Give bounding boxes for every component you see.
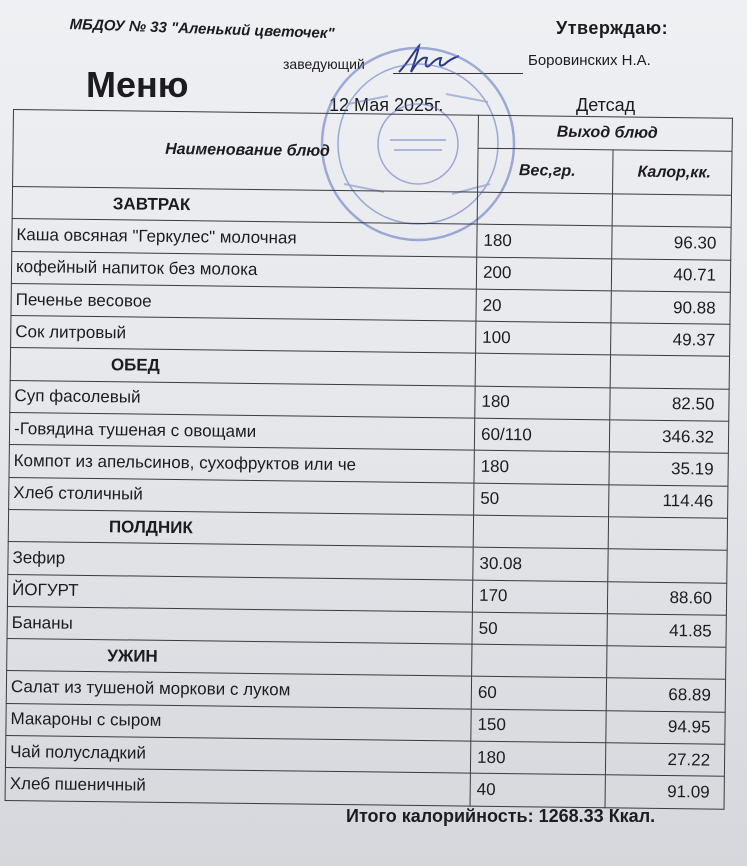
dish-calories: 27.22 (605, 743, 724, 777)
approval-label: Утверждаю: (556, 18, 669, 38)
dish-calories (608, 549, 727, 583)
dish-name: Хлеб пшеничный (5, 768, 470, 806)
dish-calories: 41.85 (607, 614, 726, 648)
dish-weight: 100 (476, 321, 611, 355)
dish-name: Хлеб столичный (9, 477, 474, 515)
dish-calories: 94.95 (606, 711, 725, 745)
empty-cell (472, 644, 607, 678)
empty-cell (607, 646, 726, 680)
dish-calories: 35.19 (609, 452, 728, 486)
empty-cell (612, 194, 731, 228)
menu-table (5, 109, 733, 809)
dish-calories: 68.89 (606, 678, 725, 712)
dish-calories: 114.46 (609, 484, 728, 518)
dish-weight: 60 (471, 677, 606, 711)
menu-date: 12 Мая 2025г. (329, 95, 444, 115)
col-weight: Вес,гр. (478, 148, 614, 194)
dish-weight: 20 (476, 289, 611, 323)
dish-weight: 180 (477, 224, 612, 258)
position-label: заведующий (283, 56, 365, 72)
section-title: ОБЕД (10, 348, 475, 386)
dish-calories: 346.32 (609, 420, 728, 454)
dish-weight: 170 (472, 580, 607, 614)
dish-name: Сок литровый (11, 316, 476, 354)
dish-calories: 90.88 (611, 291, 730, 325)
organization-name: МБДОУ № 33 "Аленький цветочек" (69, 16, 335, 43)
dish-calories: 49.37 (611, 323, 730, 357)
dish-weight: 180 (475, 386, 610, 420)
dish-name: Салат из тушеной моркови с луком (6, 671, 471, 709)
dish-calories: 40.71 (611, 258, 730, 292)
institution-type: Детсад (576, 95, 636, 115)
col-output: Выход блюд (478, 115, 732, 151)
section-title: ПОЛДНИК (8, 509, 473, 547)
section-title: УЖИН (7, 639, 472, 677)
dish-weight: 40 (470, 773, 605, 807)
empty-cell (610, 355, 729, 389)
dish-name: Печенье весовое (11, 283, 476, 321)
dish-name: -Говядина тушеная с овощами (9, 413, 474, 451)
section-title: ЗАВТРАК (12, 187, 477, 225)
dish-calories: 88.60 (607, 581, 726, 615)
signature (393, 42, 463, 76)
dish-weight: 50 (474, 483, 609, 517)
dish-name: кофейный напиток без молока (11, 251, 476, 289)
dish-name: Компот из апельсинов, сухофруктов или че (9, 445, 474, 483)
empty-cell (608, 517, 727, 551)
col-dish-name: Наименование блюд (13, 110, 479, 193)
dish-name: Макароны с сыром (6, 703, 471, 741)
dish-name: ЙОГУРТ (7, 574, 472, 612)
empty-cell (477, 192, 612, 226)
dish-name: Бананы (7, 606, 472, 644)
dish-weight: 180 (474, 451, 609, 485)
dish-name: Чай полусладкий (5, 736, 470, 774)
dish-calories: 91.09 (605, 775, 724, 809)
dish-name: Зефир (8, 542, 473, 580)
head-name: Боровинских Н.А. (528, 52, 651, 69)
page-title: Меню (86, 64, 189, 105)
col-calories: Калор,кк. (613, 150, 733, 195)
dish-calories: 96.30 (612, 226, 731, 260)
dish-weight: 150 (471, 709, 606, 743)
total-calories: Итого калорийность: 1268.33 Ккал. (346, 806, 656, 826)
dish-weight: 200 (476, 257, 611, 291)
dish-weight: 60/110 (474, 418, 609, 452)
empty-cell (475, 354, 610, 388)
empty-cell (473, 515, 608, 549)
dish-weight: 180 (470, 741, 605, 775)
dish-name: Суп фасолевый (10, 380, 475, 418)
dish-calories: 82.50 (610, 388, 729, 422)
dish-weight: 30.08 (473, 547, 608, 581)
dish-weight: 50 (472, 612, 607, 646)
dish-name: Каша овсяная "Геркулес" молочная (12, 219, 477, 257)
